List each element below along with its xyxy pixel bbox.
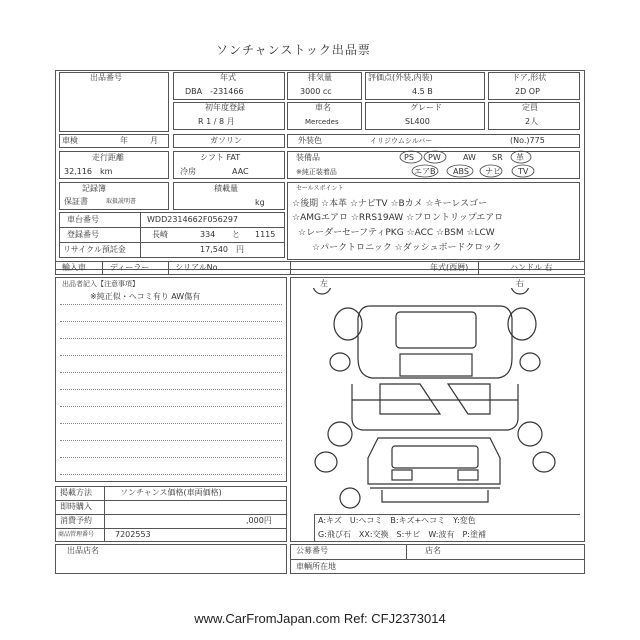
maintenance-label: 記録簿 <box>82 184 106 193</box>
public-label: 公募番号 <box>296 546 328 555</box>
loading-unit: kg <box>255 198 265 207</box>
serial-label: シリアルNo <box>175 263 218 272</box>
displacement-value: 3000 cc <box>300 87 332 96</box>
exterior-color-value: イリジウムシルバー <box>370 137 433 145</box>
store-label: 店名 <box>425 546 441 555</box>
equipment2-item-0: エアB <box>414 167 436 176</box>
equipment-item-0: PS <box>404 153 414 162</box>
equipment2-item-2: ナビ <box>485 167 501 176</box>
score-value: 4.5 B <box>412 87 433 96</box>
car-name-label: 車名 <box>315 103 331 112</box>
equipment2-label: ※純正装着品 <box>296 168 337 176</box>
reg-label: 登録番号 <box>67 230 99 239</box>
capacity-value: 2人 <box>525 117 539 126</box>
lot-label: 出品番号 <box>90 73 122 82</box>
model-code: DBA -231466 <box>185 87 244 96</box>
dealer-label: ディーラー <box>110 263 150 272</box>
diagram-right-mark: 右 <box>516 279 524 288</box>
equipment-item-2: AW <box>463 153 476 162</box>
score-label: 評価点(外装,内装) <box>368 73 433 82</box>
stock-value: 7202553 <box>115 530 151 539</box>
reg-kana: と <box>232 230 240 239</box>
first-reg-value: R 1 / 8 月 <box>198 117 235 126</box>
equipment-item-1: PW <box>428 153 441 162</box>
equipment-circles <box>395 150 555 182</box>
diagram-left-mark: 左 <box>320 279 328 288</box>
recycle-label: リサイクル預託金 <box>63 245 126 254</box>
import-label: 輸入車 <box>62 263 86 272</box>
inspection-year-label: 年 <box>120 136 128 145</box>
notes-box <box>55 277 287 482</box>
sales-point-line: ☆レーダーセーフティPKG ☆ACC ☆BSM ☆LCW <box>298 228 495 238</box>
sales-point-line: ☆後期 ☆本革 ☆ナビTV ☆Bカメ ☆キーレスゴー <box>292 199 488 209</box>
recycle-value: 17,540 円 <box>200 245 244 254</box>
sales-point-line: ☆AMGエアロ ☆RRS19AW ☆フロントリップエアロ <box>292 213 504 223</box>
inspection-label: 車検 <box>62 136 78 145</box>
equipment-label: 装備品 <box>296 153 320 162</box>
vin-label: 車台番号 <box>67 215 99 224</box>
mileage-label: 走行距離 <box>92 153 124 162</box>
exhibitor-label: 出品店名 <box>67 546 99 555</box>
equipment-item-3: SR <box>492 153 503 162</box>
ac-label: 冷房 <box>180 167 196 176</box>
maintenance-value: 保証書 <box>64 197 88 206</box>
steering-label: ハンドル 右 <box>510 263 553 272</box>
notes-header: 出品者記入【注意事項】 <box>62 280 139 288</box>
reg-class: 334 <box>200 230 216 239</box>
displacement-label: 排気量 <box>308 73 332 82</box>
capacity-label: 定員 <box>522 103 538 112</box>
equipment-item-4: 革 <box>516 153 524 162</box>
equipment2-item-3: TV <box>518 167 529 176</box>
stock-label: 商品管理番号 <box>58 531 95 538</box>
doors-label: ドア,形状 <box>512 73 547 82</box>
equipment2-item-1: ABS <box>453 167 469 176</box>
first-reg-label: 初年度登録 <box>205 103 245 112</box>
start-label: 即時購入 <box>60 502 92 511</box>
notes-line-1: ※純正似・ヘコミ有り AW傷有 <box>90 292 201 301</box>
reserve-label: 消費予約 <box>60 516 92 525</box>
maintenance-note: 取扱説明書 <box>106 198 137 205</box>
grade-label: グレード <box>410 103 442 112</box>
method-value: ソンチャンス価格(車両価格) <box>120 488 222 497</box>
exterior-color-label: 外装色 <box>298 136 322 145</box>
sales-points-label: セールスポイント <box>296 185 344 192</box>
grade-value: SL400 <box>405 117 430 126</box>
color-number: (No.)775 <box>510 136 545 145</box>
legend-line-1: A:キズ U:ヘコミ B:キズ+ヘコミ Y:変色 <box>318 516 476 525</box>
sales-point-line: ☆パークトロニック ☆ダッシュボードクロック <box>312 243 502 253</box>
loading-label: 積載量 <box>214 184 238 193</box>
vehicle-location-label: 車輌所在地 <box>296 562 336 571</box>
doors-value: 2D OP <box>515 87 540 96</box>
ac-value: AAC <box>232 167 249 176</box>
transmission-label: シフト FAT <box>200 153 241 162</box>
legend-line-2: G:飛び石 XX:交換 S:サビ W:波有 P:塗補 <box>318 530 486 539</box>
model-year-label: 年式 <box>220 73 236 82</box>
page-title: ソンチャンストック出品票 <box>216 43 371 57</box>
mileage-value: 32,116 km <box>64 167 113 176</box>
vin-value: WDD2314662F056297 <box>147 215 238 224</box>
fuel-value: ガソリン <box>210 136 242 145</box>
reg-area: 長崎 <box>152 230 168 239</box>
reg-number: 1115 <box>255 230 276 239</box>
year-western-label: 年式(西暦) <box>430 263 469 272</box>
car-name-value: Mercedes <box>305 118 339 126</box>
car-condition-diagram <box>300 288 570 510</box>
watermark: www.CarFromJapan.com Ref: CFJ2373014 <box>194 611 446 626</box>
price-value: ,000円 <box>246 516 272 525</box>
method-label: 掲載方法 <box>60 488 92 497</box>
inspection-month-label: 月 <box>150 136 158 145</box>
